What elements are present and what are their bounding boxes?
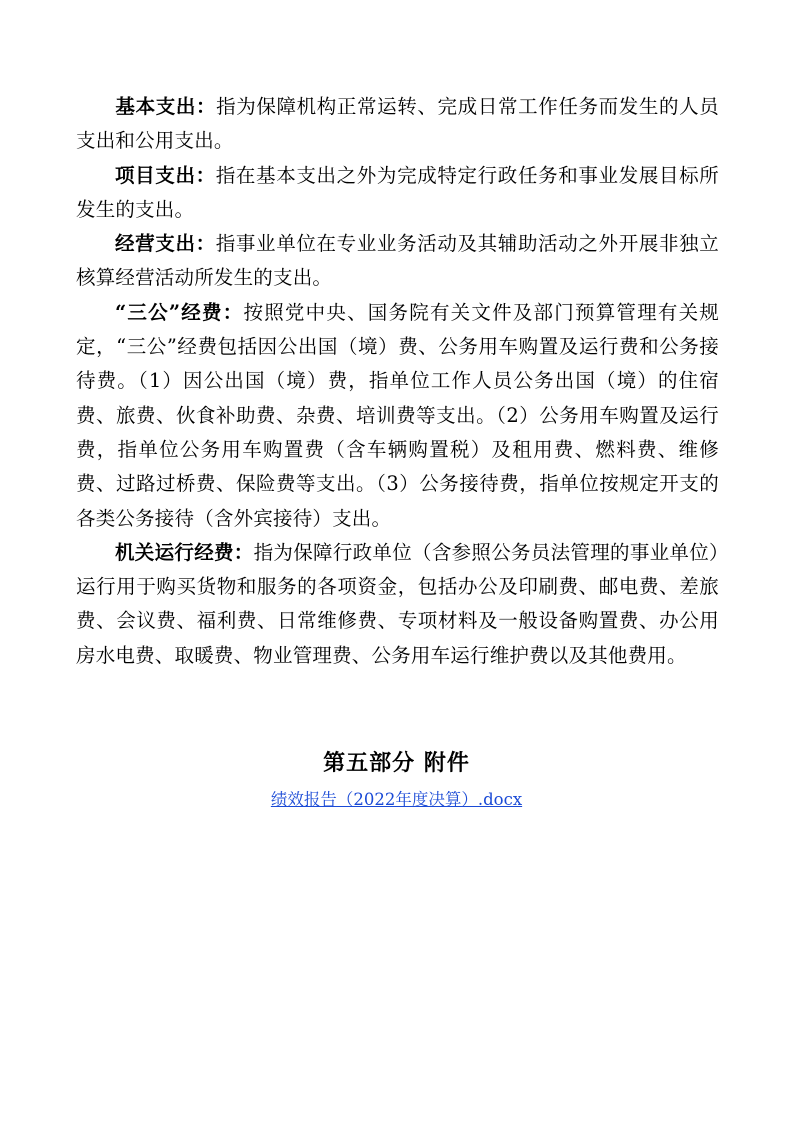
definition-term: 机关运行经费：: [115, 540, 254, 564]
definition-three-public-expenses: [76, 296, 719, 536]
definition-basic-expenditure: [76, 90, 719, 159]
definition-term: 项目支出：: [115, 163, 216, 187]
attachment-row: [0, 786, 793, 810]
definition-term: “三公”经费：: [115, 300, 244, 324]
definition-text: 指为保障行政单位（含参照公务员法管理的事业单位）运行用于购买货物和服务的各项资金，包括办公及印刷费、邮电费、差旅费、会议费、福利费、日常维修费、专项材料及一般设备购置费、办公用房水电费、取暖费、物业管理费、公务用车运行维护费以及其他费用。: [76, 540, 719, 667]
definition-operating-expenditure: [76, 227, 719, 296]
definition-text: 指事业单位在专业业务活动及其辅助活动之外开展非独立核算经营活动所发生的支出。: [76, 232, 719, 290]
section-title: 第五部分 附件: [323, 751, 470, 776]
definition-project-expenditure: [76, 159, 719, 228]
definition-term: 基本支出：: [115, 95, 217, 118]
definition-term: 经营支出：: [115, 232, 216, 256]
attachment-file-link[interactable]: 绩效报告（2022年度决算）.docx: [270, 790, 523, 809]
definition-agency-operating-funds: [76, 536, 719, 673]
definition-text: 按照党中央、国务院有关文件及部门预算管理有关规定，“三公”经费包括因公出国（境）费、公务用车购置及运行费和公务接待费。（1）因公出国（境）费，指单位工作人员公务出国（境）的住宿费、旅费、伙食补助费、杂费、培训费等支出。（2）公务用车购置及运行费，指单位公务用车购置费（含车辆购置税）及租用费、燃料费、维修费、过路过桥费、保险费等支出。（3）公务接待费，指单位按规定开支的各类公务接待（含外宾接待）支出。: [76, 300, 719, 530]
definition-text: 指为保障机构正常运转、完成日常工作任务而发生的人员支出和公用支出。: [76, 95, 719, 153]
definition-text: 指在基本支出之外为完成特定行政任务和事业发展目标所发生的支出。: [76, 163, 719, 221]
definitions-section: [76, 90, 719, 673]
